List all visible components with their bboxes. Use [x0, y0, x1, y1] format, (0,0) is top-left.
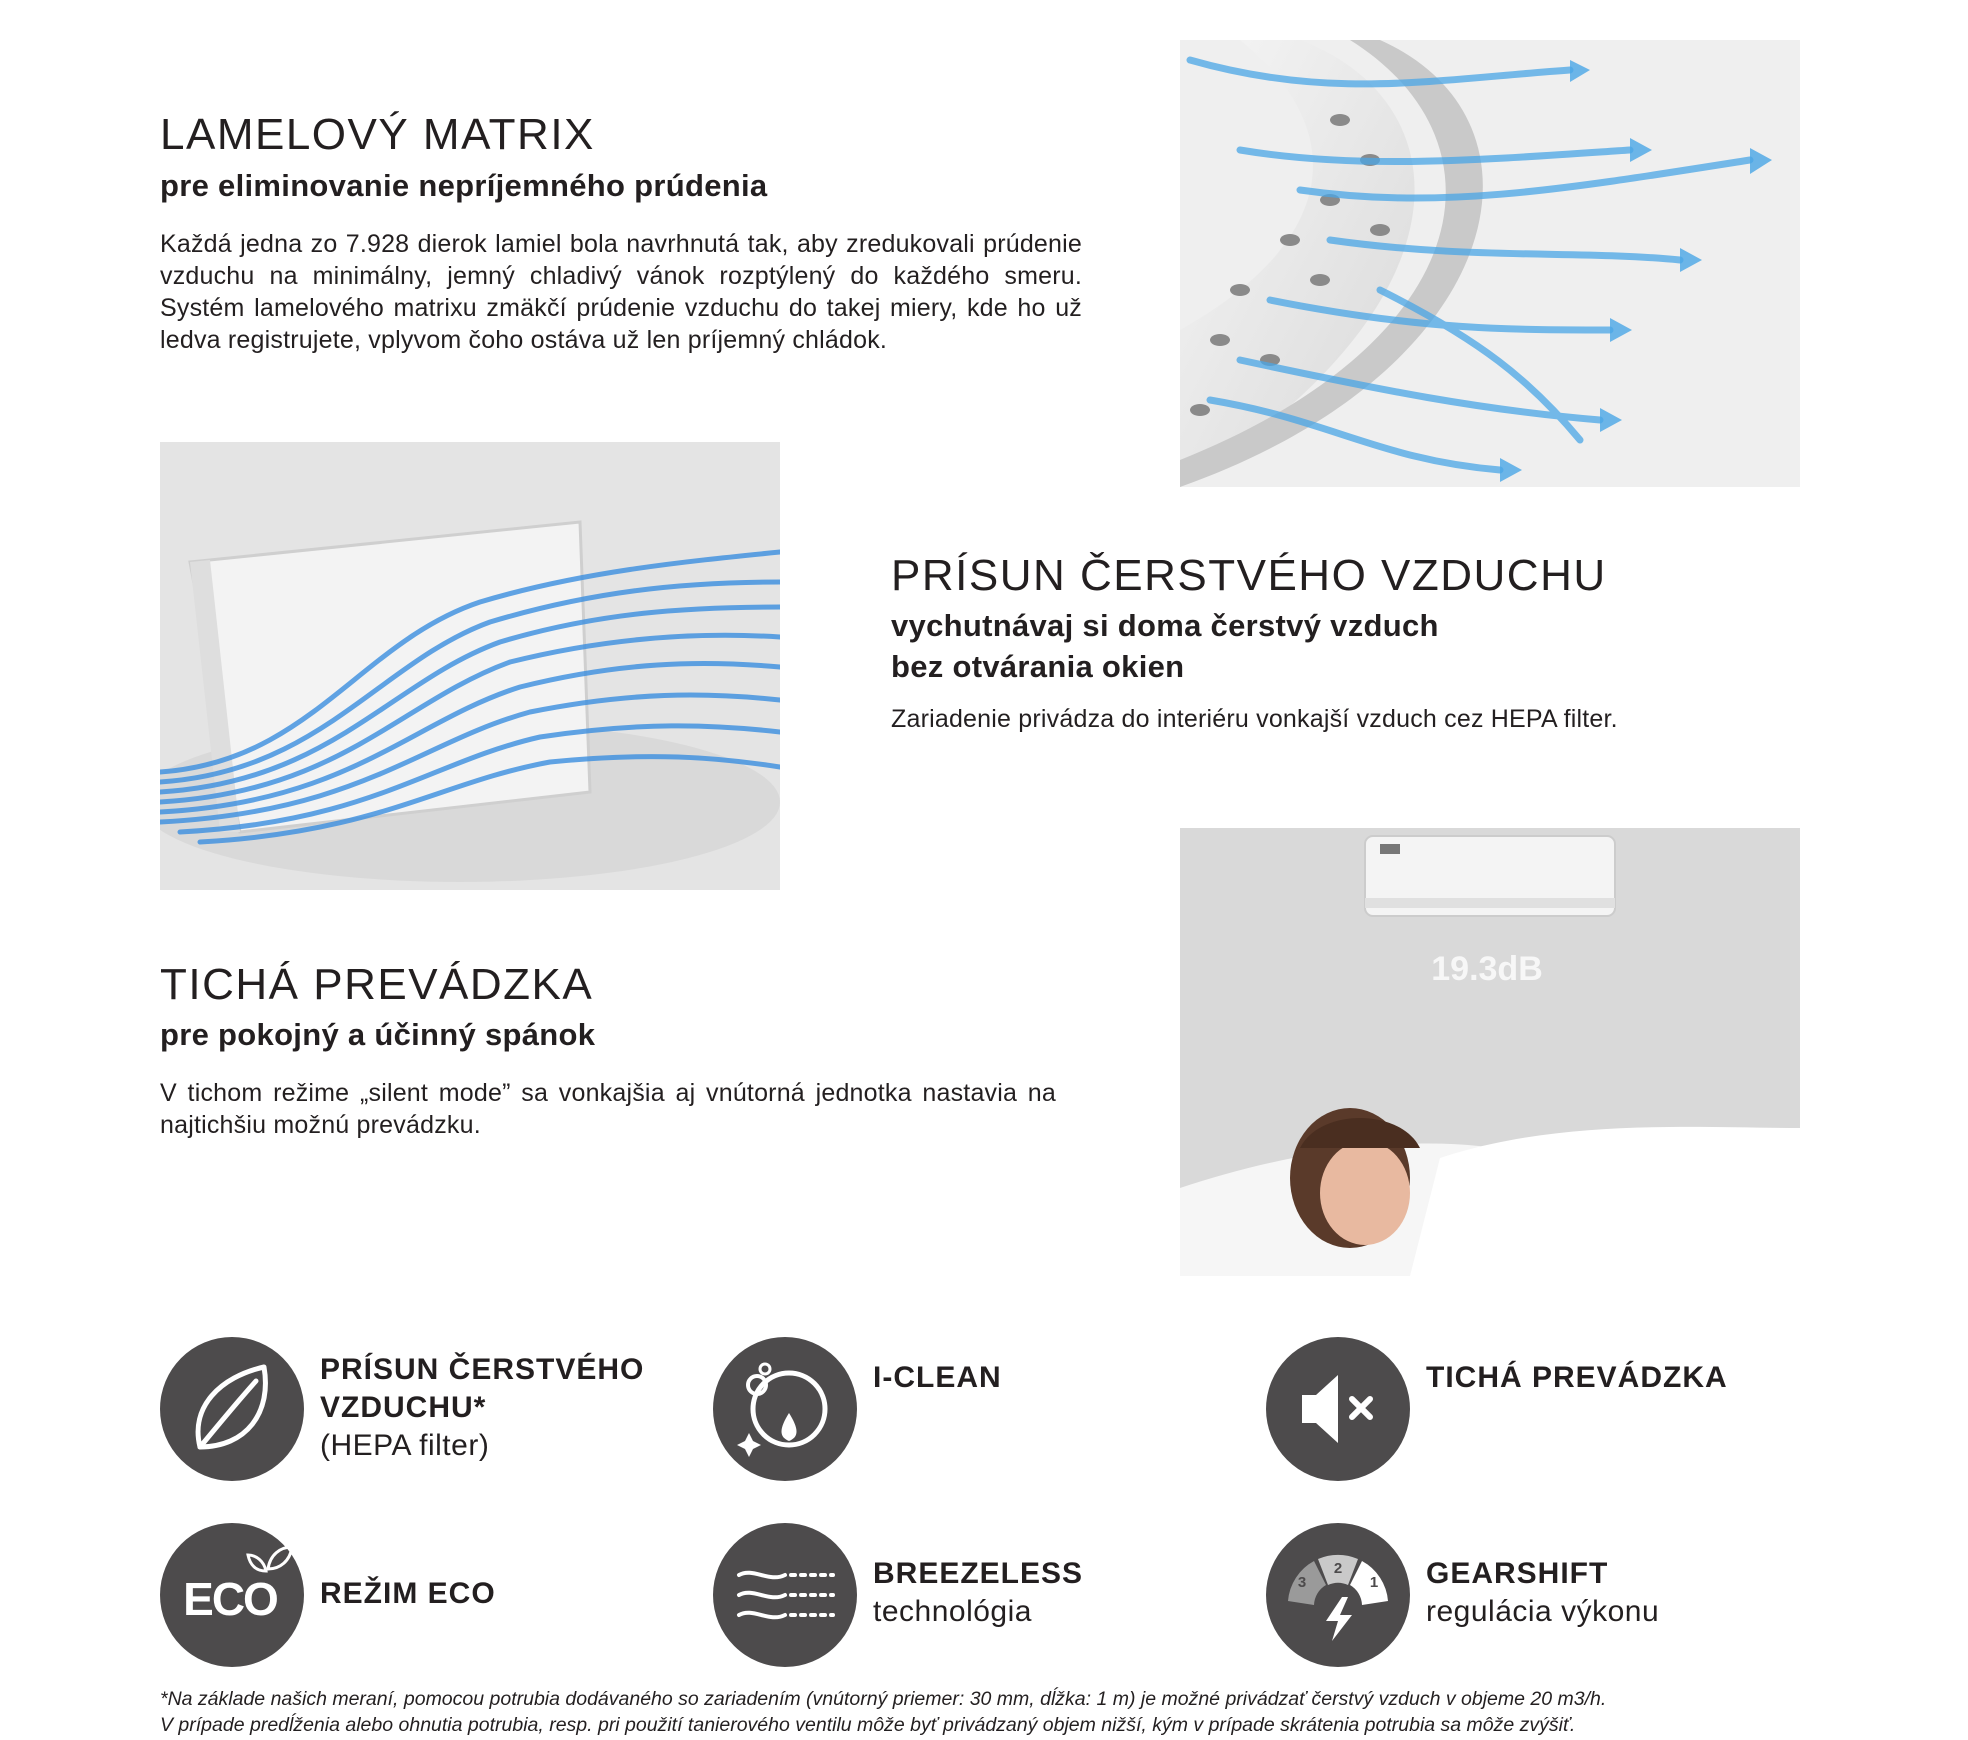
- section3-subtitle: pre pokojný a účinný spánok: [160, 1017, 596, 1052]
- section2-body: Zariadenie privádza do interiéru vonkajší vzduch cez HEPA filter.: [891, 705, 1618, 733]
- footnote-line-1: *Na základe našich meraní, pomocou potrubia dodávaného so zariadením (vnútorný priemer: 30 mm, dĺžka: 1 m) je možné privádzať čerstvý vzduch v objeme 20 m3/h.: [160, 1688, 1607, 1710]
- section2-title: PRÍSUN ČERSTVÉHO VZDUCHU: [891, 551, 1607, 600]
- eco-icon-text: ECO: [183, 1573, 277, 1625]
- section1-body: Každá jedna zo 7.928 dierok lamiel bola navrhnutá tak, aby zredukovali prúdenie vzduchu na minimálny, jemný chladivý vánok rozptýlený do každého smeru. Systém lamelového matrixu zmäkčí prúdenie vzduchu do takej miery, kde ho už ledva registrujete, vplyvom čoho ostáva už len príjemný chládok.: [160, 230, 1082, 354]
- feature-i-clean: [713, 1337, 1002, 1481]
- gauge-label-1: 1: [1369, 1574, 1379, 1591]
- feature-silent: [1266, 1337, 1728, 1481]
- breeze-icon: [713, 1523, 857, 1667]
- feature-silent-title: TICHÁ PREVÁDZKA: [1426, 1361, 1728, 1394]
- leaf-icon: [160, 1337, 304, 1481]
- fresh-air-unit-image: [160, 442, 780, 890]
- footnote-line-2: V prípade predĺženia alebo ohnutia potrubia, resp. pri použití tanierového ventilu môže byť privádzaný objem nižší, kým v prípade skrátenia potrubia sa môže zvýšiť.: [160, 1714, 1576, 1736]
- feature-i-clean-title: I-CLEAN: [873, 1361, 1002, 1394]
- section2-subtitle-line1: vychutnávaj si doma čerstvý vzduch: [891, 608, 1439, 643]
- gauge-label-2: 2: [1333, 1560, 1343, 1577]
- section1-title: LAMELOVÝ MATRIX: [160, 110, 595, 159]
- feature-gearshift: [1266, 1523, 1659, 1667]
- feature-breezeless-title: BREEZELESS: [873, 1557, 1084, 1590]
- clean-drop-icon: [713, 1337, 857, 1481]
- feature-gearshift-title: GEARSHIFT: [1426, 1557, 1609, 1590]
- feature-fresh-air-title-2: VZDUCHU*: [320, 1391, 487, 1424]
- quiet-bedroom-image: [1180, 828, 1800, 1276]
- feature-fresh-air-title-1: PRÍSUN ČERSTVÉHO: [320, 1353, 645, 1386]
- noise-level-label: 19.3dB: [1431, 950, 1543, 988]
- gauge-label-3: 3: [1297, 1574, 1307, 1591]
- gauge-icon: [1266, 1523, 1410, 1667]
- footnote: [160, 1686, 1800, 1738]
- feature-fresh-air-sub: (HEPA filter): [320, 1429, 490, 1462]
- feature-breezeless: [713, 1523, 1083, 1667]
- speaker-mute-icon: [1266, 1337, 1410, 1481]
- feature-eco-title: REŽIM ECO: [320, 1577, 496, 1610]
- feature-breezeless-sub: technológia: [873, 1595, 1032, 1628]
- section1-subtitle: pre eliminovanie nepríjemného prúdenia: [160, 168, 768, 203]
- section2-subtitle-line2: bez otvárania okien: [891, 649, 1185, 684]
- section3-body: V tichom režime „silent mode” sa vonkajšia aj vnútorná jednotka nastavia na najtichšiu možnú prevádzku.: [160, 1079, 1056, 1139]
- feature-fresh-air: [160, 1337, 644, 1481]
- lamella-matrix-image: [1180, 40, 1800, 487]
- feature-gearshift-sub: regulácia výkonu: [1426, 1595, 1660, 1628]
- feature-eco: [160, 1523, 496, 1667]
- section3-title: TICHÁ PREVÁDZKA: [160, 960, 594, 1009]
- eco-icon: [160, 1523, 304, 1667]
